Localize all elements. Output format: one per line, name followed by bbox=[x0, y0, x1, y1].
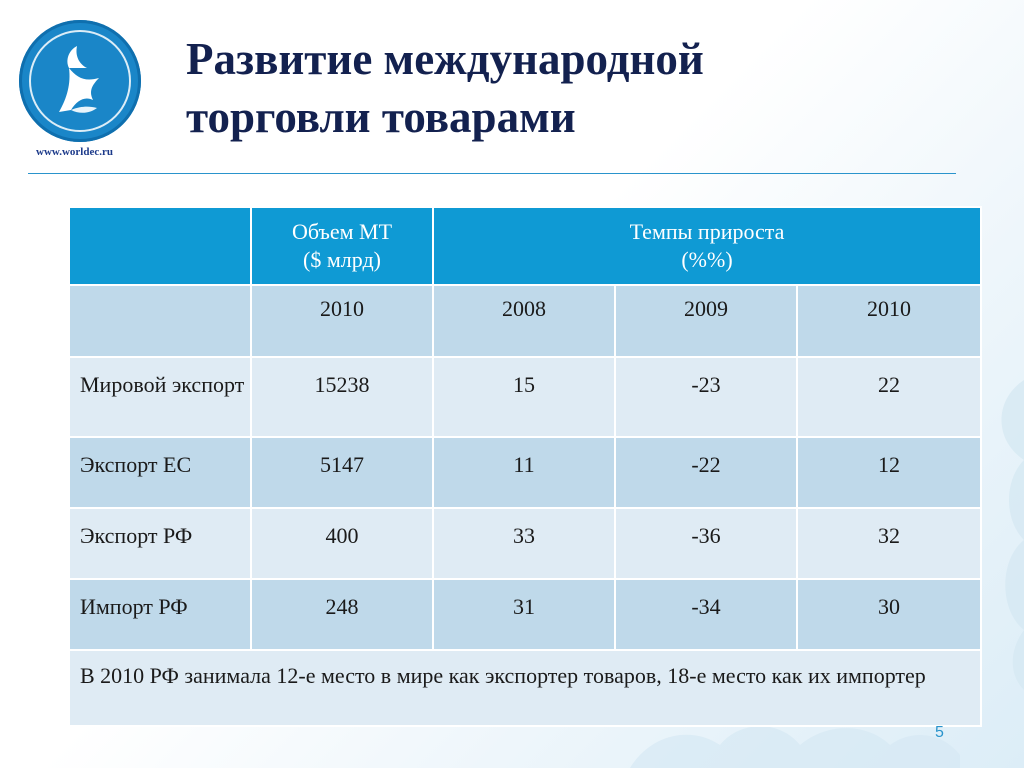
header-growth-line2: (%%) bbox=[681, 247, 733, 272]
table-header-row bbox=[69, 207, 981, 285]
row-label: Мировой экспорт bbox=[69, 357, 251, 437]
table-years-row bbox=[69, 285, 981, 357]
year-cell: 2008 bbox=[433, 285, 615, 357]
title-line-2: торговли товарами bbox=[186, 92, 576, 142]
row-value: 31 bbox=[433, 579, 615, 650]
table-note-row bbox=[69, 650, 981, 726]
row-value: 12 bbox=[797, 437, 981, 508]
row-value: -22 bbox=[615, 437, 797, 508]
year-cell: 2009 bbox=[615, 285, 797, 357]
dove-icon bbox=[19, 20, 141, 142]
header-divider bbox=[28, 173, 956, 174]
header-volume bbox=[251, 207, 433, 285]
university-logo bbox=[19, 20, 141, 142]
row-value: -34 bbox=[615, 579, 797, 650]
row-value: -36 bbox=[615, 508, 797, 579]
table-note: В 2010 РФ занимала 12-е место в мире как экспортер товаров, 18-е место как их импортер bbox=[69, 650, 981, 726]
row-value: 5147 bbox=[251, 437, 433, 508]
row-value: 22 bbox=[797, 357, 981, 437]
page-number: 5 bbox=[935, 724, 944, 741]
table-row bbox=[69, 508, 981, 579]
header-volume-line1: Объем МТ bbox=[291, 219, 393, 244]
site-link[interactable]: www.worldec.ru bbox=[36, 146, 113, 158]
row-value: 32 bbox=[797, 508, 981, 579]
row-value: 30 bbox=[797, 579, 981, 650]
header-growth-line1: Темпы прироста bbox=[629, 219, 785, 244]
row-value: 15 bbox=[433, 357, 615, 437]
row-value: 400 bbox=[251, 508, 433, 579]
year-cell: 2010 bbox=[797, 285, 981, 357]
header-growth bbox=[433, 207, 981, 285]
header-empty-cell bbox=[69, 207, 251, 285]
title-line-1: Развитие международной bbox=[186, 34, 704, 84]
header-volume-line2: ($ млрд) bbox=[303, 247, 381, 272]
page-title bbox=[186, 30, 906, 146]
table-row bbox=[69, 579, 981, 650]
row-value: 15238 bbox=[251, 357, 433, 437]
row-label: Экспорт ЕС bbox=[69, 437, 251, 508]
row-value: -23 bbox=[615, 357, 797, 437]
year-cell: 2010 bbox=[251, 285, 433, 357]
row-value: 11 bbox=[433, 437, 615, 508]
row-value: 248 bbox=[251, 579, 433, 650]
row-label: Экспорт РФ bbox=[69, 508, 251, 579]
years-empty-cell bbox=[69, 285, 251, 357]
table-row bbox=[69, 437, 981, 508]
trade-table bbox=[68, 206, 982, 727]
table-row bbox=[69, 357, 981, 437]
row-value: 33 bbox=[433, 508, 615, 579]
row-label: Импорт РФ bbox=[69, 579, 251, 650]
